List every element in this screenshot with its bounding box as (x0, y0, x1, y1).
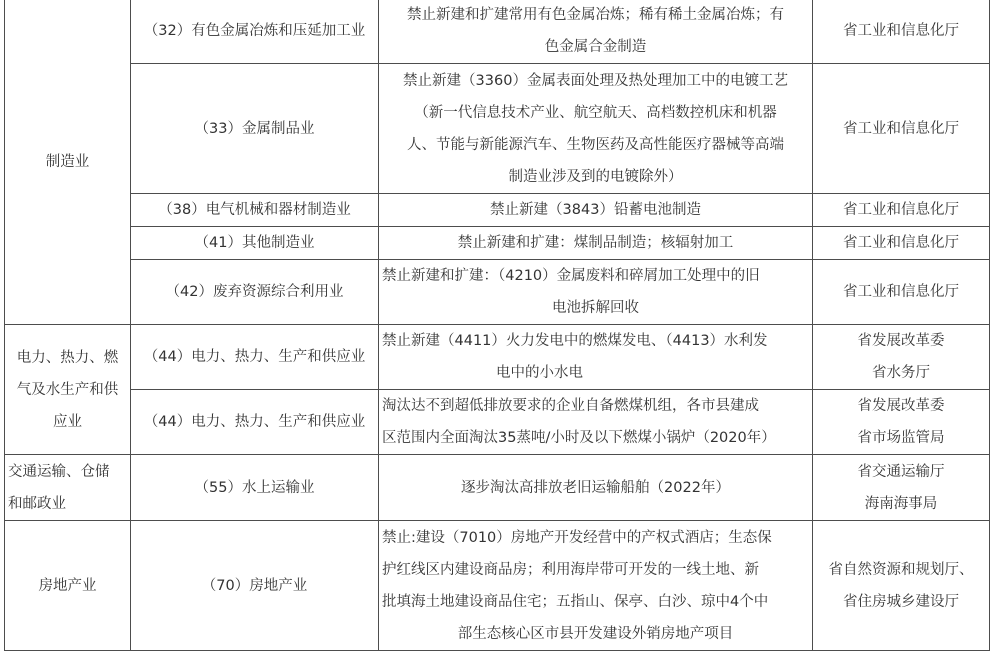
policy-table (4, 0, 990, 651)
industry-cell: （55）水上运输业 (131, 455, 379, 521)
measure-cell: 禁止新建和扩建常用有色金属冶炼；稀有稀土金属冶炼；有 色金属合金制造 (379, 0, 813, 64)
industry-cell: （38）电气机械和器材制造业 (131, 194, 379, 227)
category-cell: 电力、热力、燃 气及水生产和供 应业 (5, 325, 131, 455)
measure-cell: 逐步淘汰高排放老旧运输船舶（2022年） (379, 455, 813, 521)
table-row (5, 455, 990, 521)
industry-cell: （44）电力、热力、生产和供应业 (131, 390, 379, 455)
table-row (5, 521, 990, 651)
dept-cell: 省发展改革委 省水务厅 (813, 325, 990, 390)
measure-cell: 禁止新建（4411）火力发电中的燃煤发电、（4413）水利发 电中的小水电 (379, 325, 813, 390)
table-row (5, 227, 990, 260)
table-row (5, 194, 990, 227)
table-row (5, 325, 990, 390)
industry-cell: （70）房地产业 (131, 521, 379, 651)
measure-cell: 禁止:建设（7010）房地产开发经营中的产权式酒店；生态保 护红线区内建设商品房；利用海岸带可开发的一线土地、新 批填海土地建设商品住宅；五指山、保亭、白沙、琼中4个中 部生态核心区市县开发建设外销房地产项目 (379, 521, 813, 651)
industry-cell: （41）其他制造业 (131, 227, 379, 260)
dept-cell: 省发展改革委 省市场监管局 (813, 390, 990, 455)
table-row (5, 260, 990, 325)
industry-cell: （32）有色金属冶炼和压延加工业 (131, 0, 379, 64)
dept-cell: 省工业和信息化厅 (813, 0, 990, 64)
dept-cell: 省自然资源和规划厅、 省住房城乡建设厅 (813, 521, 990, 651)
measure-cell: 禁止新建（3843）铅蓄电池制造 (379, 194, 813, 227)
industry-cell: （42）废弃资源综合利用业 (131, 260, 379, 325)
category-cell: 交通运输、仓储 和邮政业 (5, 455, 131, 521)
table-row (5, 64, 990, 194)
category-cell: 房地产业 (5, 521, 131, 651)
measure-cell: 禁止新建和扩建：煤制品制造；核辐射加工 (379, 227, 813, 260)
dept-cell: 省交通运输厅 海南海事局 (813, 455, 990, 521)
measure-cell: 禁止新建（3360）金属表面处理及热处理加工中的电镀工艺 （新一代信息技术产业、航空航天、高档数控机床和机器 人、节能与新能源汽车、生物医药及高性能医疗器械等高端 制造业涉及到的电镀除外） (379, 64, 813, 194)
measure-cell: 禁止新建和扩建：（4210）金属废料和碎屑加工处理中的旧 电池拆解回收 (379, 260, 813, 325)
dept-cell: 省工业和信息化厅 (813, 194, 990, 227)
table-row (5, 0, 990, 64)
industry-cell: （44）电力、热力、生产和供应业 (131, 325, 379, 390)
measure-cell: 淘汰达不到超低排放要求的企业自备燃煤机组，各市县建成 区范围内全面淘汰35蒸吨/小时及以下燃煤小锅炉（2020年） (379, 390, 813, 455)
category-cell: 制造业 (5, 0, 131, 325)
industry-cell: （33）金属制品业 (131, 64, 379, 194)
dept-cell: 省工业和信息化厅 (813, 260, 990, 325)
table-row (5, 390, 990, 455)
dept-cell: 省工业和信息化厅 (813, 64, 990, 194)
dept-cell: 省工业和信息化厅 (813, 227, 990, 260)
